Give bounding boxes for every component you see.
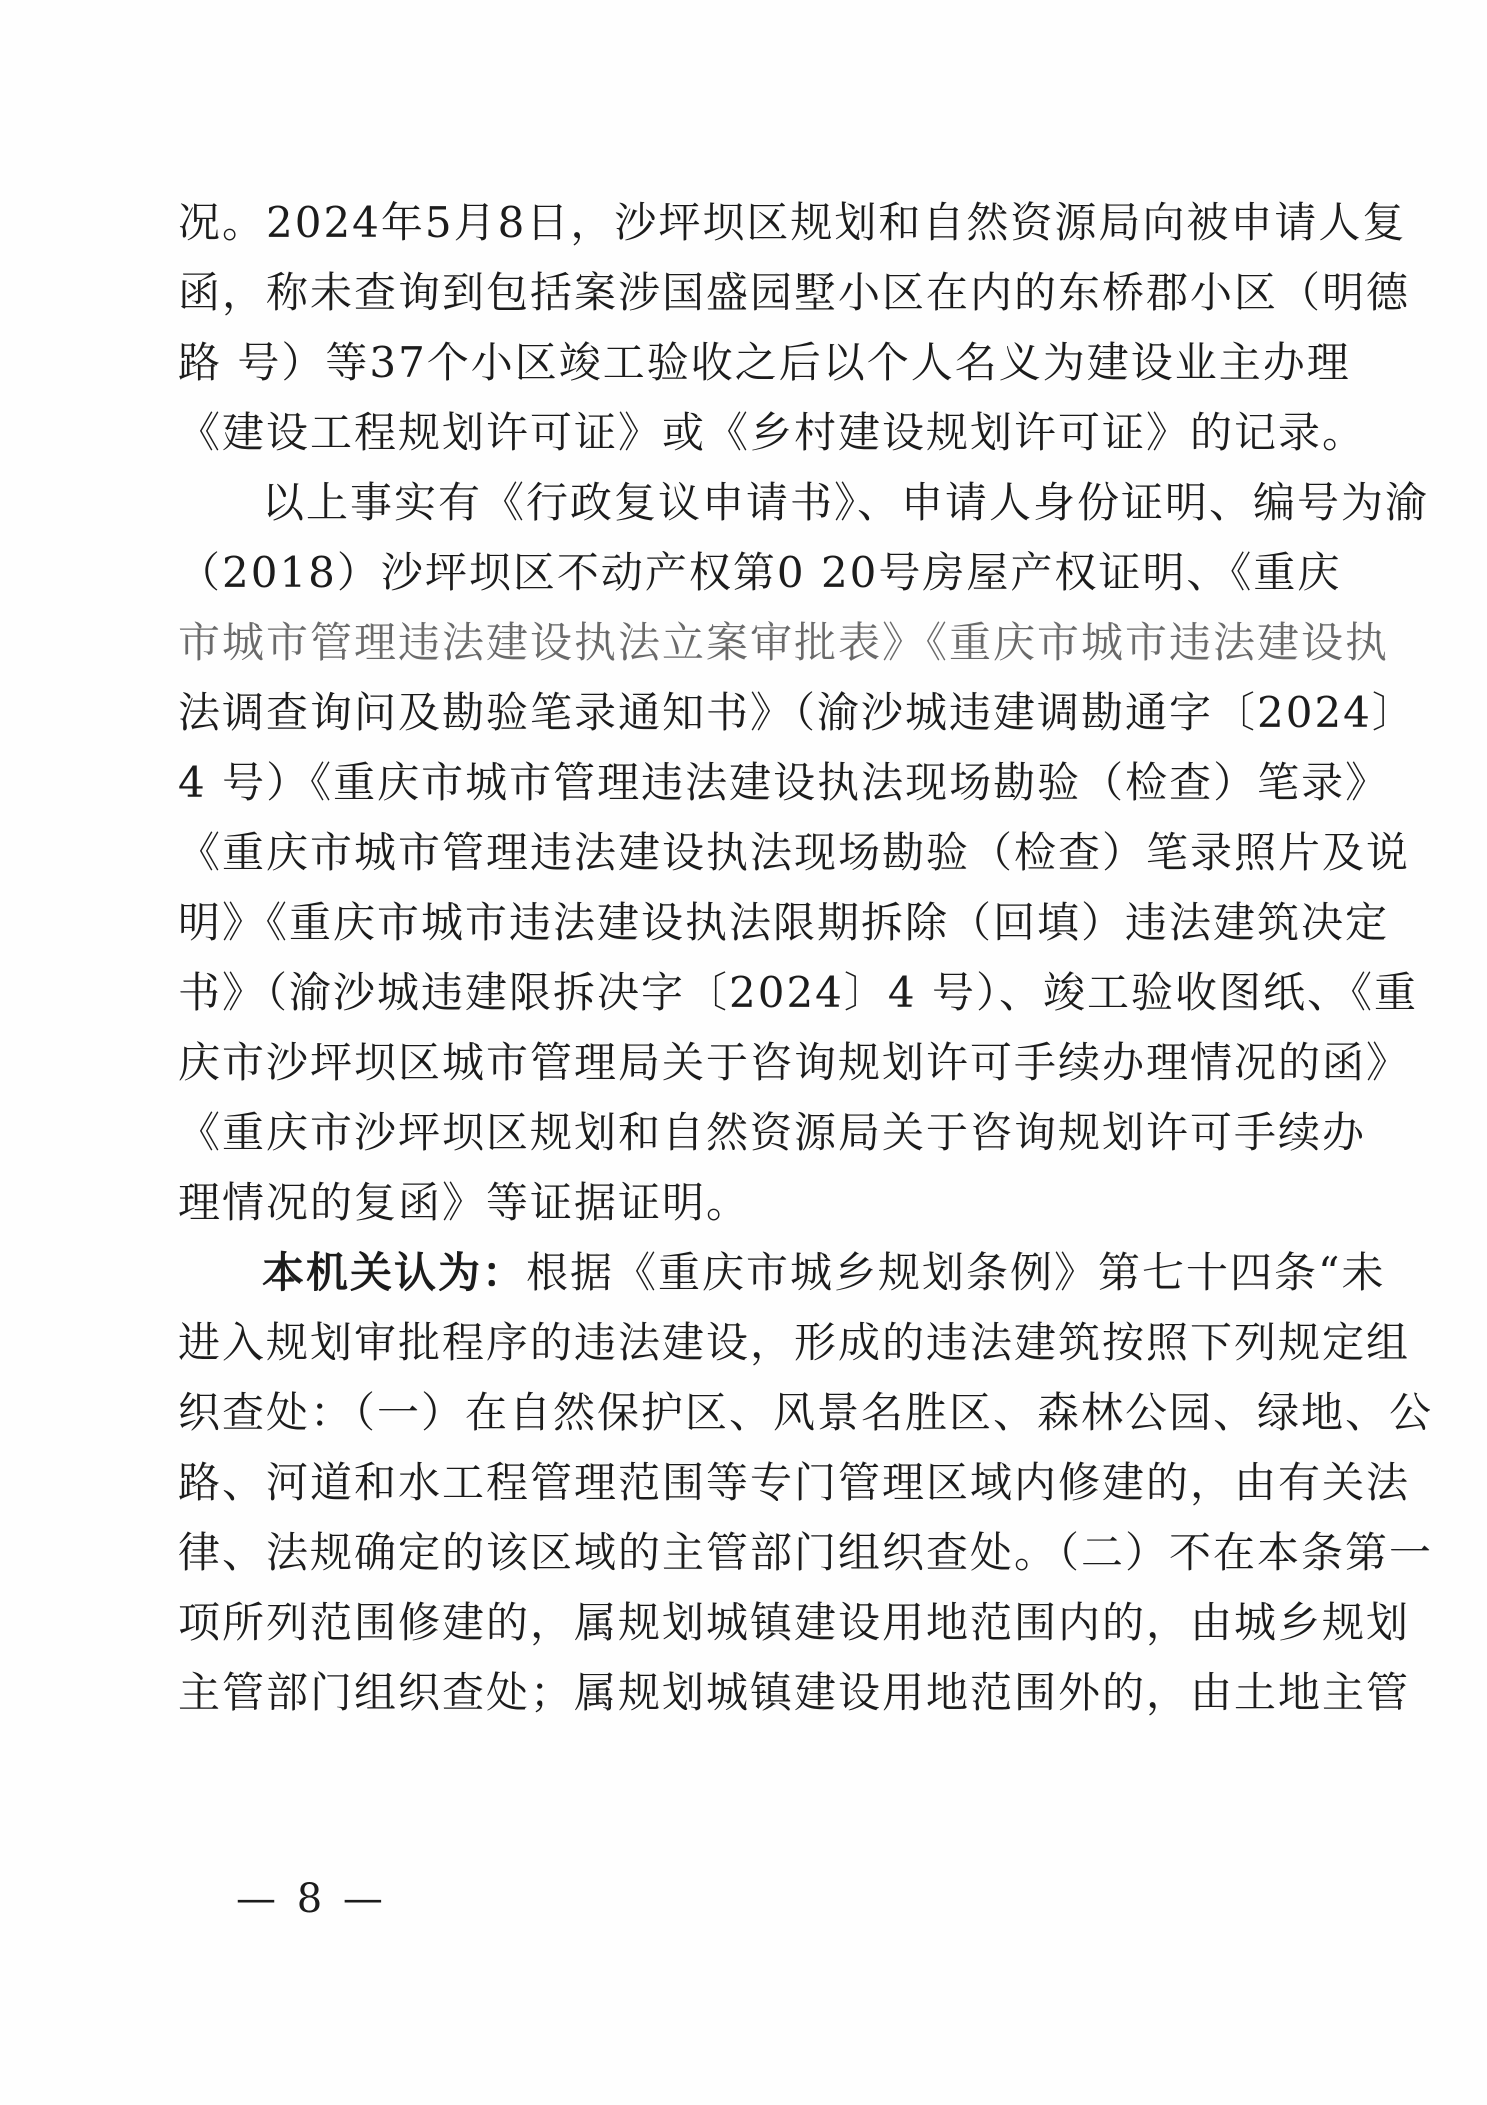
page-number: — 8 — bbox=[236, 1876, 387, 1922]
conclusion-line-2: 进入规划审批程序的违法建设，形成的违法建筑按照下列规定组 bbox=[178, 1318, 1411, 1367]
conclusion-line-4: 路、河道和水工程管理范围等专门管理区域内修建的，由有关法 bbox=[178, 1458, 1411, 1507]
conclusion-line-1 bbox=[262, 1248, 1386, 1298]
conclusion-line-3: 织查处：（一）在自然保护区、风景名胜区、森林公园、绿地、公 bbox=[178, 1388, 1434, 1437]
text-line-4: 《建设工程规划许可证》或《乡村建设规划许可证》的记录。 bbox=[178, 408, 1367, 457]
conclusion-lead: 本机关认为： bbox=[262, 1248, 527, 1297]
text-line-15: 理情况的复函》等证据证明。 bbox=[178, 1178, 751, 1227]
text-line-13: 庆市沙坪坝区城市管理局关于咨询规划许可手续办理情况的函》 bbox=[178, 1038, 1411, 1087]
conclusion-line-6: 项所列范围修建的，属规划城镇建设用地范围内的，由城乡规划 bbox=[178, 1598, 1411, 1647]
text-line-5: 以上事实有《行政复议申请书》、申请人身份证明、编号为渝 bbox=[262, 478, 1430, 527]
text-line-3: 路 号）等37个小区竣工验收之后以个人名义为建设业主办理 bbox=[178, 338, 1351, 387]
text-line-2: 函，称未查询到包括案涉国盛园墅小区在内的东桥郡小区（明德 bbox=[178, 268, 1411, 317]
conclusion-text-1: 根据《重庆市城乡规划条例》第七十四条“未 bbox=[526, 1248, 1386, 1297]
text-line-8: 法调查询问及勘验笔录通知书》（渝沙城违建调勘通字〔2024〕 bbox=[178, 688, 1416, 737]
text-line-10: 《重庆市城市管理违法建设执法现场勘验（检查）笔录照片及说 bbox=[178, 828, 1411, 877]
conclusion-line-7: 主管部门组织查处；属规划城镇建设用地范围外的，由土地主管 bbox=[178, 1668, 1411, 1717]
text-line-7: 市城市管理违法建设执法立案审批表》《重庆市城市违法建设执 bbox=[178, 618, 1390, 667]
text-line-14: 《重庆市沙坪坝区规划和自然资源局关于咨询规划许可手续办 bbox=[178, 1108, 1367, 1157]
text-line-6: （2018）沙坪坝区不动产权第0 20号房屋产权证明、《重庆 bbox=[178, 548, 1342, 597]
text-line-12: 书》（渝沙城违建限拆决字〔2024〕4 号）、竣工验收图纸、《重 bbox=[178, 968, 1418, 1017]
text-line-1: 况。2024年5月8日，沙坪坝区规划和自然资源局向被申请人复 bbox=[178, 198, 1407, 247]
text-line-11: 明》《重庆市城市违法建设执法限期拆除（回填）违法建筑决定 bbox=[178, 898, 1390, 947]
text-line-9: 4 号）《重庆市城市管理违法建设执法现场勘验（检查）笔录》 bbox=[178, 758, 1390, 807]
conclusion-line-5: 律、法规确定的该区域的主管部门组织查处。（二）不在本条第一 bbox=[178, 1528, 1434, 1577]
